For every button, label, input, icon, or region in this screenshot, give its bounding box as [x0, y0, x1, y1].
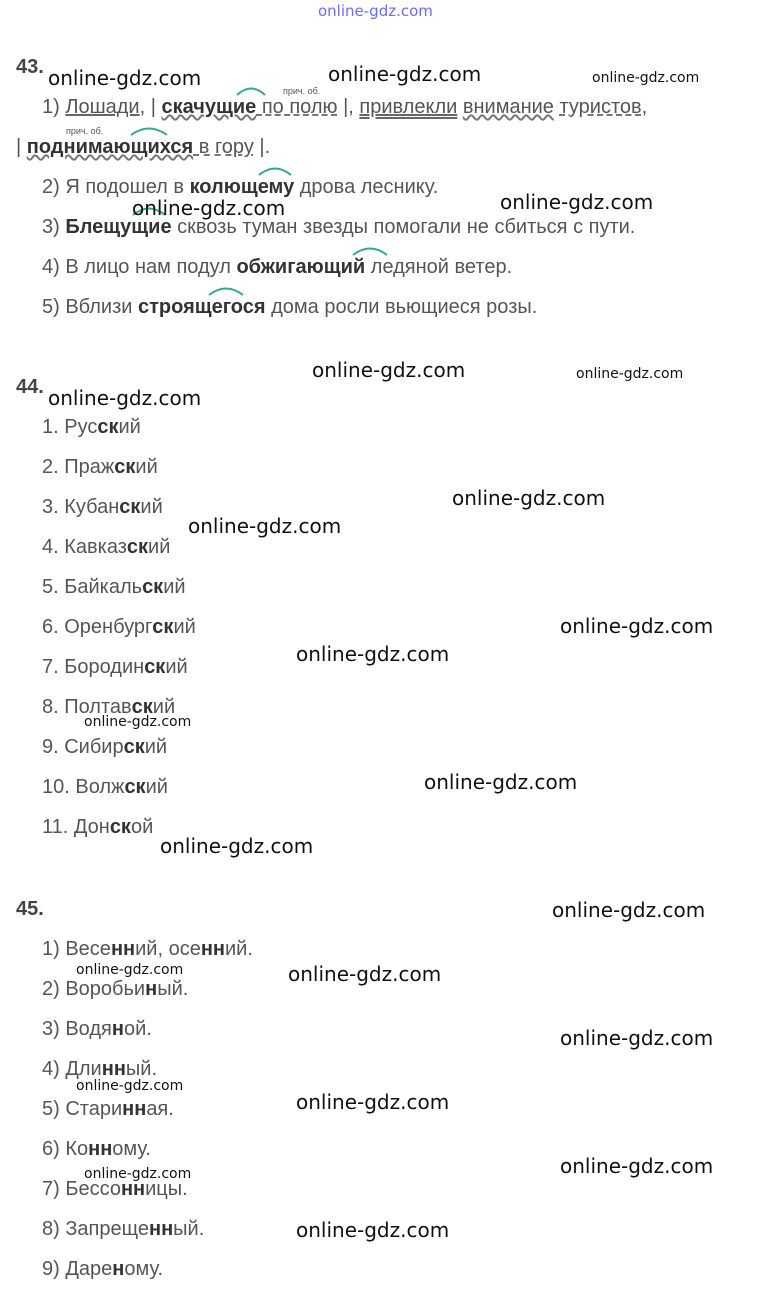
top-watermark: online-gdz.com — [318, 2, 433, 20]
list-item: 2) Воробьиный. — [42, 978, 189, 1000]
exercise-43-number: 43. — [16, 56, 44, 78]
ex43-line-5: 4) В лицо нам подул обжигающий ледяной ветер. — [42, 256, 513, 278]
exercise-45-number: 45. — [16, 898, 44, 920]
list-item: 6) Конному. — [42, 1138, 151, 1160]
participle-tag: прич. об. — [66, 126, 104, 136]
participle-tag: прич. об. — [283, 86, 321, 96]
list-item: 9) Дареному. — [42, 1258, 164, 1280]
ex43-line-6: 5) Вблизи строящегося дома росли вьющиеся розы. — [42, 296, 538, 318]
watermark: online-gdz.com — [76, 1078, 184, 1094]
watermark: online-gdz.com — [296, 1090, 450, 1114]
watermark: online-gdz.com — [48, 66, 202, 90]
list-item: 1. Русский — [42, 416, 141, 438]
exercise-44-number: 44. — [16, 376, 44, 398]
root-arc-icon — [352, 244, 388, 256]
watermark: online-gdz.com — [84, 1166, 192, 1182]
list-item: 9. Сибирский — [42, 736, 168, 758]
ex43-line-2: | поднимающихся в гору |. — [16, 136, 271, 158]
root-arc-icon — [208, 284, 244, 296]
watermark: online-gdz.com — [592, 70, 700, 86]
watermark: online-gdz.com — [560, 1154, 714, 1178]
watermark: online-gdz.com — [76, 962, 184, 978]
watermark: online-gdz.com — [48, 386, 202, 410]
watermark: online-gdz.com — [500, 190, 654, 214]
watermark: online-gdz.com — [188, 514, 342, 538]
list-item: 3) Водяной. — [42, 1018, 152, 1040]
watermark: online-gdz.com — [84, 714, 192, 730]
watermark: online-gdz.com — [328, 62, 482, 86]
root-arc-icon — [236, 84, 266, 96]
list-item: 8) Запрещенный. — [42, 1218, 205, 1240]
root-arc-icon — [130, 124, 168, 136]
ex43-line-4: 3) Блещущие сквозь туман звезды помогали не сбиться с пути. — [42, 216, 636, 238]
list-item: 5) Старинная. — [42, 1098, 174, 1120]
list-item: 4) Длинный. — [42, 1058, 158, 1080]
list-item: 7) Бессонницы. — [42, 1178, 188, 1200]
list-item: 1) Весенний, осенний. — [42, 938, 253, 960]
watermark: online-gdz.com — [296, 1218, 450, 1242]
root-arc-icon — [258, 164, 292, 176]
list-item: 3. Кубанский — [42, 496, 163, 518]
watermark: online-gdz.com — [424, 770, 578, 794]
watermark: online-gdz.com — [132, 196, 286, 220]
watermark: online-gdz.com — [452, 486, 606, 510]
ex43-line-1: 1) Лошади, | скачущие по полю |, привлекли внимание туристов, — [42, 96, 648, 118]
list-item: 7. Бородинский — [42, 656, 188, 678]
list-item: 4. Кавказский — [42, 536, 171, 558]
watermark: online-gdz.com — [552, 898, 706, 922]
list-item: 11. Донской — [42, 816, 154, 838]
watermark: online-gdz.com — [560, 614, 714, 638]
list-item: 8. Полтавский — [42, 696, 176, 718]
list-item: 10. Волжский — [42, 776, 168, 798]
watermark: online-gdz.com — [560, 1026, 714, 1050]
watermark: online-gdz.com — [288, 962, 442, 986]
watermark: online-gdz.com — [576, 366, 684, 382]
watermark: online-gdz.com — [296, 642, 450, 666]
ex43-line-3: 2) Я подошел в колющему дрова леснику. — [42, 176, 439, 198]
watermark: online-gdz.com — [312, 358, 466, 382]
list-item: 6. Оренбургский — [42, 616, 196, 638]
list-item: 2. Пражский — [42, 456, 158, 478]
watermark: online-gdz.com — [160, 834, 314, 858]
list-item: 5. Байкальский — [42, 576, 186, 598]
